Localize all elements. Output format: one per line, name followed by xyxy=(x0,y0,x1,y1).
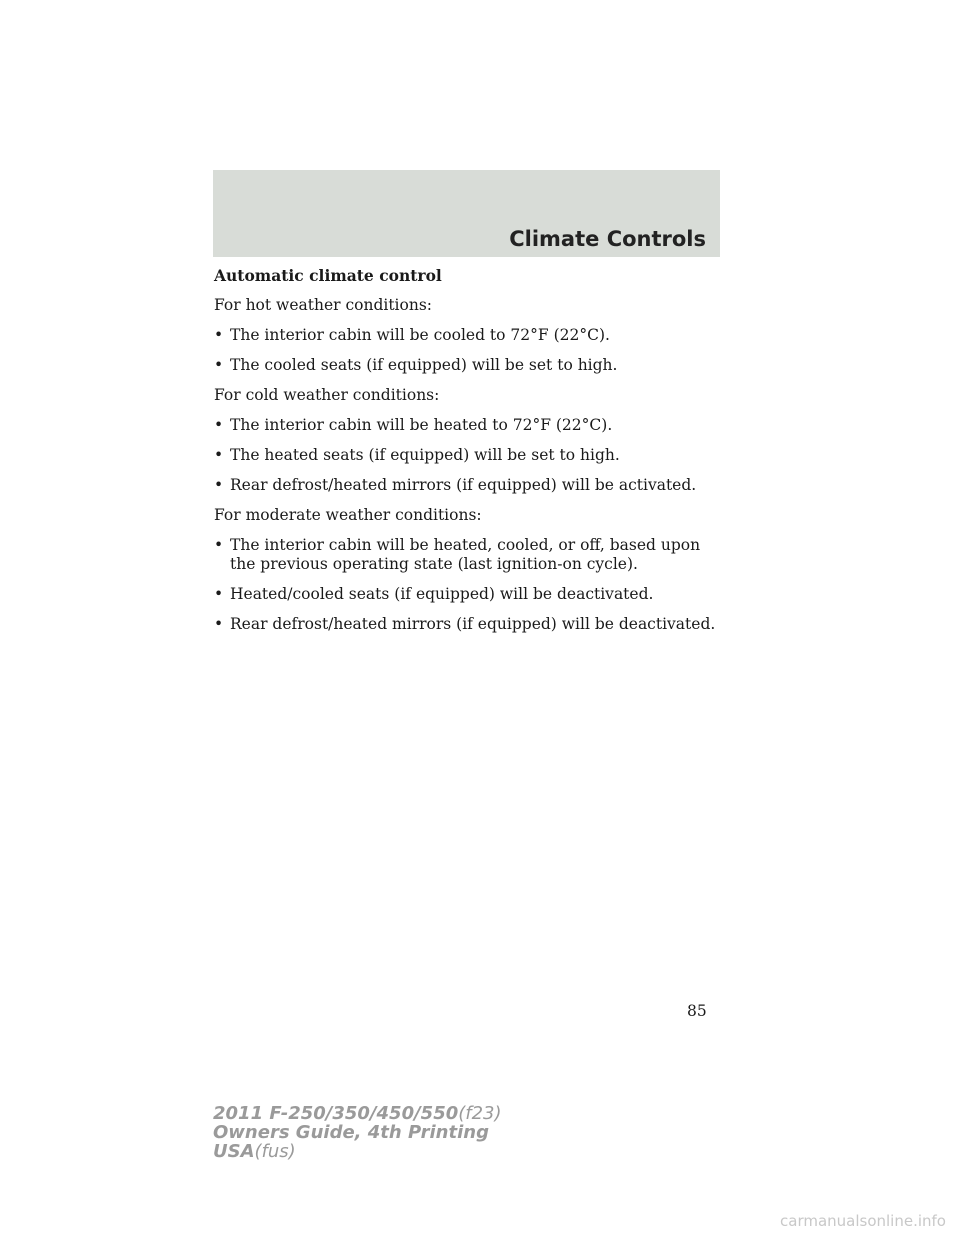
moderate-weather-intro: For moderate weather conditions: xyxy=(214,506,482,524)
watermark-text: carmanualsonline.info xyxy=(780,1212,946,1230)
list-item xyxy=(214,356,724,375)
section-header-band xyxy=(213,170,720,257)
list-item-text: Rear defrost/heated mirrors (if equipped) will be activated. xyxy=(230,476,697,494)
list-item-text: Heated/cooled seats (if equipped) will be deactivated. xyxy=(230,585,654,603)
list-item xyxy=(214,446,724,465)
bullet-icon: • xyxy=(214,615,224,633)
list-item-text: The interior cabin will be heated to 72°F (22°C). xyxy=(230,416,613,434)
bullet-icon: • xyxy=(214,536,224,554)
cold-weather-intro: For cold weather conditions: xyxy=(214,386,440,404)
list-item xyxy=(214,416,724,435)
page-number: 85 xyxy=(687,1002,707,1020)
list-item xyxy=(214,536,724,574)
footer-line-guide: Owners Guide, 4th Printing xyxy=(213,1122,489,1143)
list-item xyxy=(214,326,724,345)
footer-region: USA xyxy=(213,1141,255,1162)
footer-line-region xyxy=(213,1142,502,1161)
content-heading: Automatic climate control xyxy=(214,266,442,285)
cold-weather-list xyxy=(214,416,724,495)
bullet-icon: • xyxy=(214,446,224,464)
moderate-weather-list xyxy=(214,536,724,634)
page-content xyxy=(214,266,724,645)
list-item-text: The interior cabin will be heated, cooled, or off, based upon the previous operating state (last ignition-on cycle). xyxy=(230,536,701,573)
bullet-icon: • xyxy=(214,416,224,434)
list-item-text: The cooled seats (if equipped) will be set to high. xyxy=(230,356,618,374)
footer-region-code: (fus) xyxy=(254,1141,296,1162)
bullet-icon: • xyxy=(214,356,224,374)
list-item xyxy=(214,476,724,495)
footer-line-model xyxy=(213,1104,502,1123)
bullet-icon: • xyxy=(214,326,224,344)
bullet-icon: • xyxy=(214,585,224,603)
footer-model-code: (f23) xyxy=(458,1103,502,1124)
hot-weather-intro: For hot weather conditions: xyxy=(214,296,432,314)
list-item-text: The interior cabin will be cooled to 72°F (22°C). xyxy=(230,326,610,344)
list-item xyxy=(214,615,724,634)
list-item xyxy=(214,585,724,604)
list-item-text: The heated seats (if equipped) will be set to high. xyxy=(230,446,620,464)
bullet-icon: • xyxy=(214,476,224,494)
print-footer xyxy=(213,1104,502,1161)
footer-model: 2011 F-250/350/450/550 xyxy=(213,1103,459,1124)
list-item-text: Rear defrost/heated mirrors (if equipped) will be deactivated. xyxy=(230,615,716,633)
section-title: Climate Controls xyxy=(509,227,706,251)
hot-weather-list xyxy=(214,326,724,375)
